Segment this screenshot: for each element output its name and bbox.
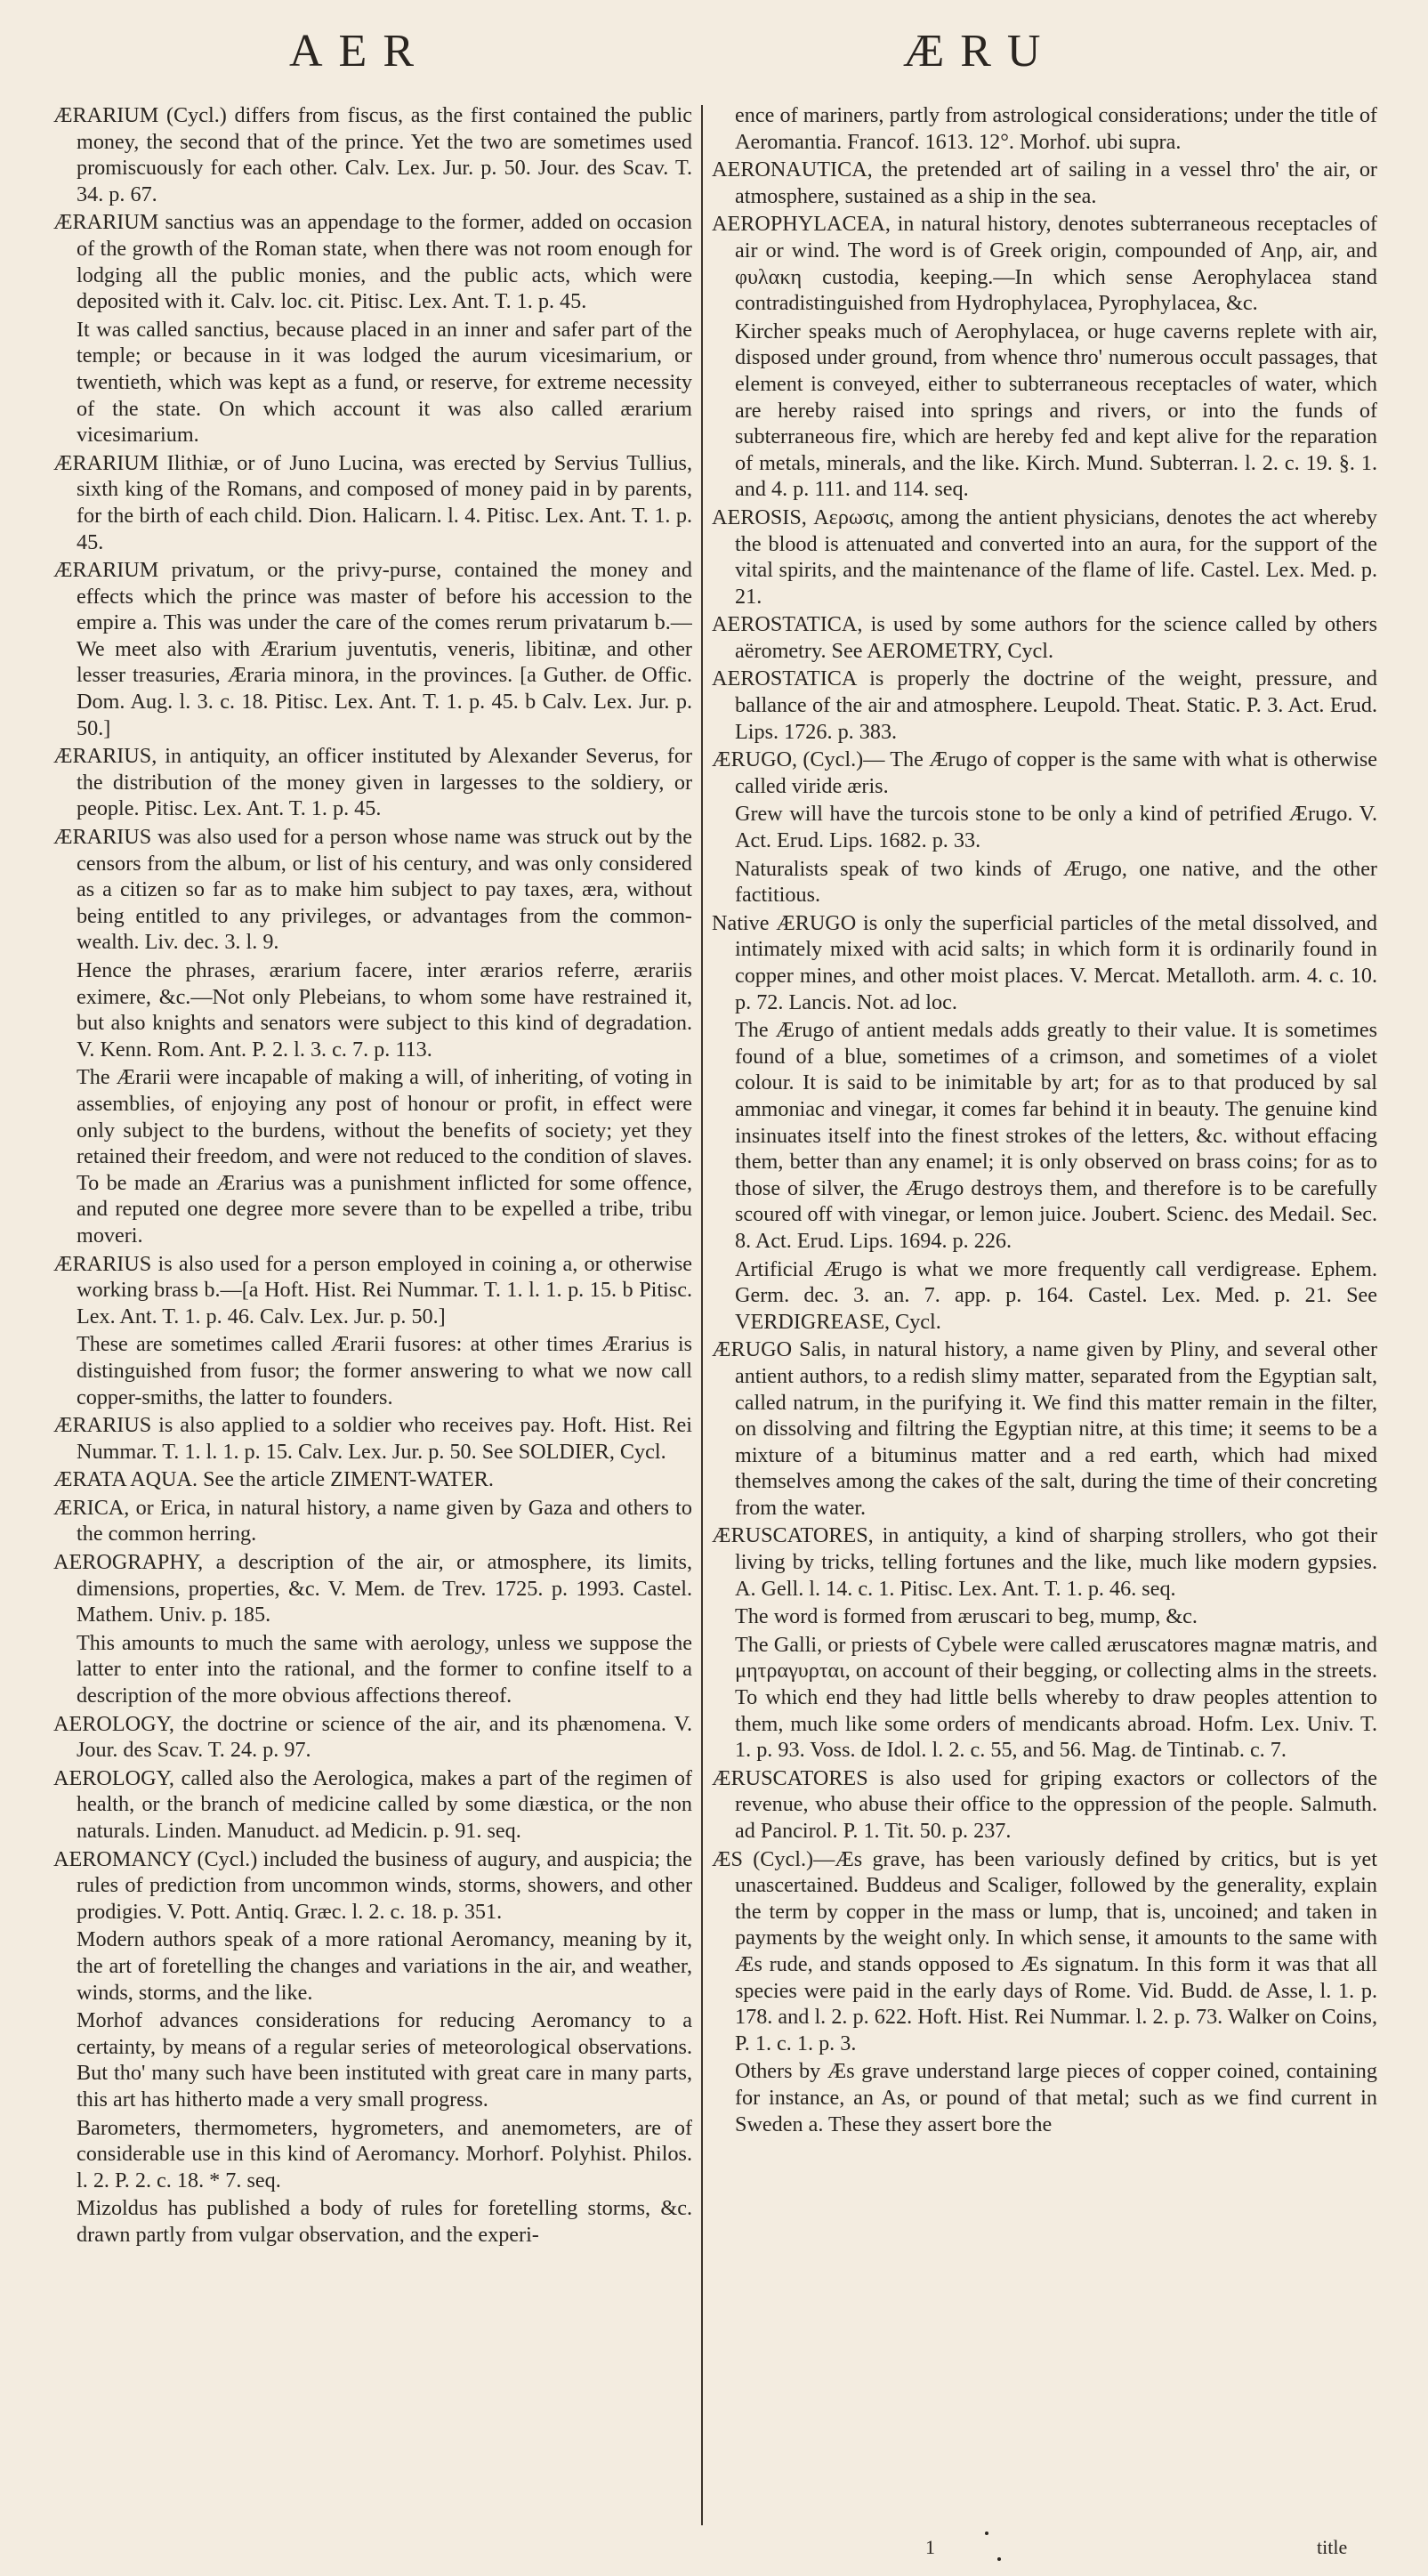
entry-paragraph: Barometers, thermometers, hygrometers, and anemometers, are of considerable use in this kind of Aeromancy. Morhorf. Polyhist. Philos. l. 2. P. 2. c. 18. * 7. seq. — [77, 2115, 692, 2192]
printer-dot — [997, 2557, 1001, 2561]
dictionary-entry: ÆRUSCATORES is also used for griping exactors or collectors of the revenue, who abuse their office to the oppression of the people. Salmuth. ad Pancirol. P. 1. Tit. 50. p. 237. — [712, 1765, 1377, 1843]
dictionary-entry: ÆRARIUM (Cycl.) differs from fiscus, as the first contained the public money, the second that of the prince. Yet the two are sometimes used promiscuously for each other. Calv. Lex. Jur. p. 50. Jour. des Scav. T. 34. p. 67. — [53, 103, 692, 206]
dictionary-entry: AEROSTATICA is properly the doctrine of the weight, pressure, and ballance of the air and atmosphere. Leupold. Theat. Static. P. 3. Act. Erud. Lips. 1726. p. 383. — [712, 666, 1377, 744]
signature-mark: 1 — [925, 2536, 935, 2558]
entry-paragraph: Modern authors speak of a more rational Aeromancy, meaning by it, the art of foretelling the changes and variations in the air, and weather, winds, storms, and the like. — [77, 1927, 692, 2005]
entry-paragraph: The word is formed from æruscari to beg, mump, &c. — [735, 1604, 1198, 1629]
dictionary-entry: ÆRARIUM Ilithiæ, or of Juno Lucina, was erected by Servius Tullius, sixth king of the Romans, and composed of money paid in by parents, for the birth of each child. Dion. Halicarn. l. 4. Pitisc. Lex. Ant. T. 1. p. 45. — [53, 450, 692, 554]
catchword: title — [1317, 2536, 1348, 2558]
entry-paragraph: This amounts to much the same with aerology, unless we suppose the latter to enter into the rational, and the former to confine itself to a description of the more obvious affections thereof. — [77, 1630, 692, 1708]
dictionary-entry: Native ÆRUGO is only the superficial particles of the metal dissolved, and intimately mixed with acid salts; in which form it is ordinarily found in copper mines, and other moist places. V. Mercat. Metalloth. arm. 4. c. 10. p. 72. Lancis. Not. ad loc. — [712, 910, 1377, 1014]
dictionary-entry: AEROPHYLACEA, in natural history, denotes subterraneous receptacles of air or wind. The word is of Greek origin, compounded of Αηρ, air, and φυλακη custodia, keeping.—In which sense Aerophylacea stand contradistinguished from Hydrophylacea, Pyrophylacea, &c. — [712, 212, 1377, 316]
dictionary-entry: ÆRARIUS, in antiquity, an officer instituted by Alexander Severus, for the distribution of the money given in largesses to the soldiery, or people. Pitisc. Lex. Ant. T. 1. p. 45. — [53, 744, 692, 821]
dictionary-entry: ÆRUGO Salis, in natural history, a name given by Pliny, and several other antient authors, to a redish slimy matter, separated from the Egyptian salt, called natrum, in the purifying it. We find this matter remain in the filter, on dissolving and filtring the Egyptian nitre, at this time; it seems to be a mixture of a bituminus matter and a red earth, which had mixed themselves among the cakes of the salt, during the time of their concreting from the water. — [712, 1337, 1377, 1520]
entry-paragraph: The Galli, or priests of Cybele were called æruscatores magnæ matris, and μητραγυρται, on account of their begging, or collecting alms in the streets. To which end they had little bells whereby to draw peoples attention to them, much like some orders of mendicants abroad. Hofm. Lex. Univ. T. 1. p. 93. Voss. de Idol. l. 2. c. 55, and 56. Mag. de Tintinab. c. 7. — [735, 1632, 1377, 1763]
dictionary-entry: AEROSIS, Αερωσις, among the antient physicians, denotes the act whereby the blood is attenuated and converted into an aura, for the support of the vital spirits, and the maintenance of the flame of life. Castel. Lex. Med. p. 21. — [712, 505, 1377, 609]
dictionary-entry: ÆRARIUS was also used for a person whose name was struck out by the censors from the album, or list of his century, and was only considered as a citizen so far as to make him subject to pay taxes, æra, without being entitled to any privileges, or advantages from the common-wealth. Liv. dec. 3. l. 9. — [53, 825, 692, 955]
entry-paragraph: Grew will have the turcois stone to be only a kind of petrified Ærugo. V. Act. Erud. Lips. 1682. p. 33. — [735, 802, 1377, 853]
entry-paragraph: Naturalists speak of two kinds of Ærugo, one native, and the other factitious. — [735, 856, 1377, 908]
dictionary-entry: AEROGRAPHY, a description of the air, or atmosphere, its limits, dimensions, properties, &c. V. Mem. de Trev. 1725. p. 1993. Castel. Mathem. Univ. p. 185. — [53, 1550, 692, 1627]
dictionary-entry: ÆRARIUS is also applied to a soldier who receives pay. Hoft. Hist. Rei Nummar. T. 1. l. 1. p. 15. Calv. Lex. Jur. p. 50. See SOLDIER, Cycl. — [53, 1413, 692, 1464]
entry-paragraph: Kircher speaks much of Aerophylacea, or huge caverns replete with air, disposed under ground, from whence thro' numerous occult passages, that element is conveyed, either to subterraneous receptacles of water, which are hereby raised into springs and rivers, or into the funds of subterraneous fire, which are hereby fed and kept alive for the reparation of metals, minerals, and the like. Kirch. Mund. Subterran. l. 2. c. 19. §. 1. and 4. p. 111. and 114. seq. — [735, 319, 1377, 502]
dictionary-entry: AERONAUTICA, the pretended art of sailing in a vessel thro' the air, or atmosphere, sustained as a ship in the sea. — [712, 157, 1377, 208]
dictionary-entry: AEROLOGY, called also the Aerologica, makes a part of the regimen of health, or the branch of medicine called by some diæstica, or the non naturals. Linden. Manuduct. ad Medicin. p. 91. seq. — [53, 1765, 692, 1843]
dictionary-entry: ÆRARIUS is also used for a person employed in coining a, or otherwise working brass b.—[a Hoft. Hist. Rei Nummar. T. 1. l. 1. p. 15. b Pitisc. Lex. Ant. T. 1. p. 46. Calv. Lex. Jur. p. 50.] — [53, 1251, 692, 1328]
entry-paragraph: Hence the phrases, ærarium facere, inter ærarios referre, ærariis eximere, &c.—Not only Plebeians, to whom some have restrained it, but also knights and senators were subject to this kind of degradation. V. Kenn. Rom. Ant. P. 2. l. 3. c. 7. p. 113. — [77, 958, 692, 1062]
running-head-left: AER — [289, 26, 430, 77]
entry-paragraph: Others by Æs grave understand large pieces of copper coined, containing for instance, an As, or pound of that metal; such as we find current in Sweden a. These they assert bore the — [735, 2059, 1377, 2136]
entry-paragraph: ence of mariners, partly from astrological considerations; under the title of Aeromantia. Francof. 1613. 12°. Morhof. ubi supra. — [735, 103, 1377, 154]
printer-dot — [985, 2532, 988, 2535]
dictionary-entry: ÆRUSCATORES, in antiquity, a kind of sharping strollers, who got their living by tricks, telling fortunes and the like, much like modern gypsies. A. Gell. l. 14. c. 1. Pitisc. Lex. Ant. T. 1. p. 46. seq. — [712, 1523, 1377, 1601]
dictionary-entry: ÆRARIUM privatum, or the privy-purse, contained the money and effects which the prince was master of before his accession to the empire a. This was under the care of the comes rerum privatarum b.—We meet also with Ærarium juventutis, veneris, libitinæ, and other lesser treasuries, Æraria minora, in the provinces. [a Guther. de Offic. Dom. Aug. l. 3. c. 18. Pitisc. Lex. Ant. T. 1. p. 45. b Calv. Lex. Jur. p. 50.] — [53, 558, 692, 740]
column-rule — [701, 105, 703, 2525]
dictionary-entry: AEROMANCY (Cycl.) included the business of augury, and auspicia; the rules of prediction from uncommon winds, storms, showers, and other prodigies. V. Pott. Antiq. Græc. l. 2. c. 18. p. 351. — [53, 1846, 692, 1924]
dictionary-entry: ÆRICA, or Erica, in natural history, a name given by Gaza and others to the common herring. — [53, 1495, 692, 1546]
entry-paragraph: Morhof advances considerations for reducing Aeromancy to a certainty, by means of a regular series of meteorological observations. But tho' many such have been instituted with great care in many parts, this art has hitherto made a very small progress. — [77, 2008, 692, 2112]
entry-paragraph: It was called sanctius, because placed in an inner and safer part of the temple; or because in it was lodged the aurum vicesimarium, or twentieth, which was kept as a fund, or reserve, for extreme necessity of the state. On which account it was also called ærarium vicesimarium. — [77, 317, 692, 448]
dictionary-entry: ÆS (Cycl.)—Æs grave, has been variously defined by critics, but is yet unascertained. Buddeus and Scaliger, followed by the generality, explain the term by copper in the mass or lump, that is, uncoined; and taken in payments by the weight only. In which sense, it amounts to the same with Æs rude, and stands opposed to Æs signatum. In this form it was that all species were paid in the early days of Rome. Vid. Budd. de Asse, l. 1. p. 178. and l. 2. p. 622. Hoft. Hist. Rei Nummar. l. 2. p. 73. Walker on Coins, P. 1. c. 1. p. 3. — [712, 1846, 1377, 2055]
entry-paragraph: The Ærugo of antient medals adds greatly to their value. It is sometimes found of a blue, sometimes of a crimson, and sometimes of a violet colour. It is said to be inimitable by art; for as to that produced by sal ammoniac and vinegar, it comes far behind it in beauty. The genuine kind insinuates itself into the finest strokes of the letters, &c. without effacing them, better than any enamel; it is only observed on brass coins; for as to those of silver, the Ærugo destroys them, and therefore is to be carefully scoured off with vinegar, or lemon juice. Joubert. Scienc. des Medail. Sec. 8. Act. Erud. Lips. 1694. p. 226. — [735, 1018, 1377, 1253]
dictionary-entry: ÆRARIUM sanctius was an appendage to the former, added on occasion of the growth of the Roman state, when there was not room enough for lodging all the public monies, and the public acts, which were deposited with it. Calv. loc. cit. Pitisc. Lex. Ant. T. 1. p. 45. — [53, 210, 692, 314]
entry-paragraph: Artificial Ærugo is what we more frequently call verdigrease. Ephem. Germ. dec. 3. an. 7. app. p. 164. Castel. Lex. Med. p. 21. See VERDIGREASE, Cycl. — [735, 1256, 1377, 1334]
running-head-right: ÆRU — [903, 26, 1057, 77]
entry-paragraph: Mizoldus has published a body of rules for foretelling storms, &c. drawn partly from vulgar observation, and the experi- — [77, 2196, 692, 2247]
dictionary-entry: AEROSTATICA, is used by some authors for the science called by others aërometry. See AEROMETRY, Cycl. — [712, 612, 1377, 663]
right-column — [712, 102, 1377, 2536]
entry-paragraph: These are sometimes called Ærarii fusores: at other times Ærarius is distinguished from fusor; the former answering to what we now call copper-smiths, the latter to founders. — [77, 1332, 692, 1409]
dictionary-entry: AEROLOGY, the doctrine or science of the air, and its phænomena. V. Jour. des Scav. T. 24. p. 97. — [53, 1711, 692, 1763]
dictionary-entry: ÆRATA AQUA. See the article ZIMENT-WATER. — [53, 1467, 494, 1492]
dictionary-entry: ÆRUGO, (Cycl.)— The Ærugo of copper is the same with what is otherwise called viride æris. — [712, 747, 1377, 798]
left-column — [53, 102, 692, 2536]
entry-paragraph: The Ærarii were incapable of making a will, of inheriting, of voting in assemblies, of enjoying any post of honour or profit, in effect were only subject to the burdens, without the benefits of society; yet they retained their freedom, and were not reduced to the condition of slaves. To be made an Ærarius was a punishment inflicted for some offence, and reputed one degree more severe than to be expelled a tribe, tribu moveri. — [77, 1065, 692, 1248]
